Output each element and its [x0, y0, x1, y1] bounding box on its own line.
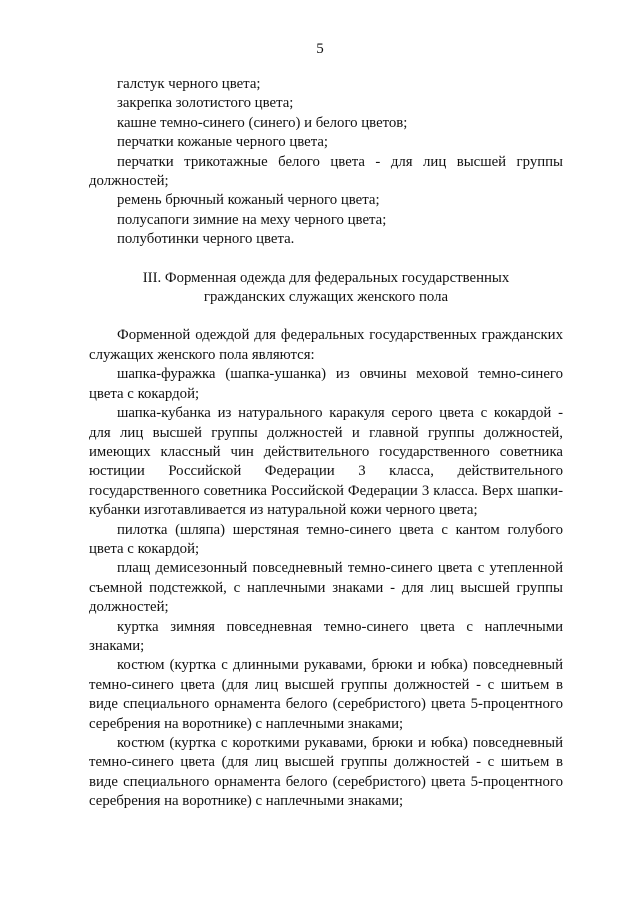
paragraph: шапка-фуражка (шапка-ушанка) из овчины меховой темно-синего цвета с кокардой;	[89, 366, 563, 402]
list-item: полуботинки черного цвета.	[117, 231, 295, 248]
paragraph: шапка-кубанка из натурального каракуля серого цвета с кокардой - для лиц высшей группы должностей и главной группы должностей, имеющих классный чин действительного государственного советника юстиции Российской Федерации 3 класса, действительного государственного советника Российской Федерации 3 класса. Верх шапки-кубанки изготавливается из натуральной кожи черного цвета;	[89, 405, 563, 519]
document-body	[89, 75, 563, 812]
list-item: перчатки кожаные черного цвета;	[117, 134, 329, 151]
paragraph: Форменной одеждой для федеральных государственных гражданских служащих женского пола являются:	[89, 327, 563, 363]
section-heading-line: III. Форменная одежда для федеральных государственных	[142, 269, 510, 286]
section-heading	[89, 269, 563, 308]
list-item: галстук черного цвета;	[117, 76, 261, 92]
list-item: перчатки трикотажные белого цвета - для лиц высшей группы должностей;	[89, 153, 563, 190]
page-number: 5	[316, 41, 324, 57]
list-item: кашне темно-синего (синего) и белого цветов;	[117, 114, 408, 131]
list-item: ремень брючный кожаный черного цвета;	[117, 192, 380, 209]
paragraph: костюм (куртка с длинными рукавами, брюки и юбка) повседневный темно-синего цвета (для лиц высшей группы должностей - с шитьем в виде специального орнамента белого (серебристого) цвета 5-процентного серебрения на воротнике) с наплечными знаками;	[89, 657, 563, 732]
section-heading-line: гражданских служащих женского пола	[203, 289, 449, 306]
paragraph: куртка зимняя повседневная темно-синего цвета с наплечными знаками;	[89, 618, 563, 654]
list-item: закрепка золотистого цвета;	[117, 95, 294, 112]
paragraph: пилотка (шляпа) шерстяная темно-синего цвета с кантом голубого цвета с кокардой;	[89, 521, 563, 557]
paragraph: костюм (куртка с короткими рукавами, брюки и юбка) повседневный темно-синего цвета (для лиц высшей группы должностей - с шитьем в виде специального орнамента белого (серебристого) цвета 5-процентного серебрения на воротнике) с наплечными знаками;	[89, 735, 563, 810]
paragraph: плащ демисезонный повседневный темно-синего цвета с утепленной съемной подстежкой, с наплечными знаками - для лиц высшей группы должностей;	[89, 560, 563, 616]
list-item: полусапоги зимние на меху черного цвета;	[117, 211, 387, 228]
